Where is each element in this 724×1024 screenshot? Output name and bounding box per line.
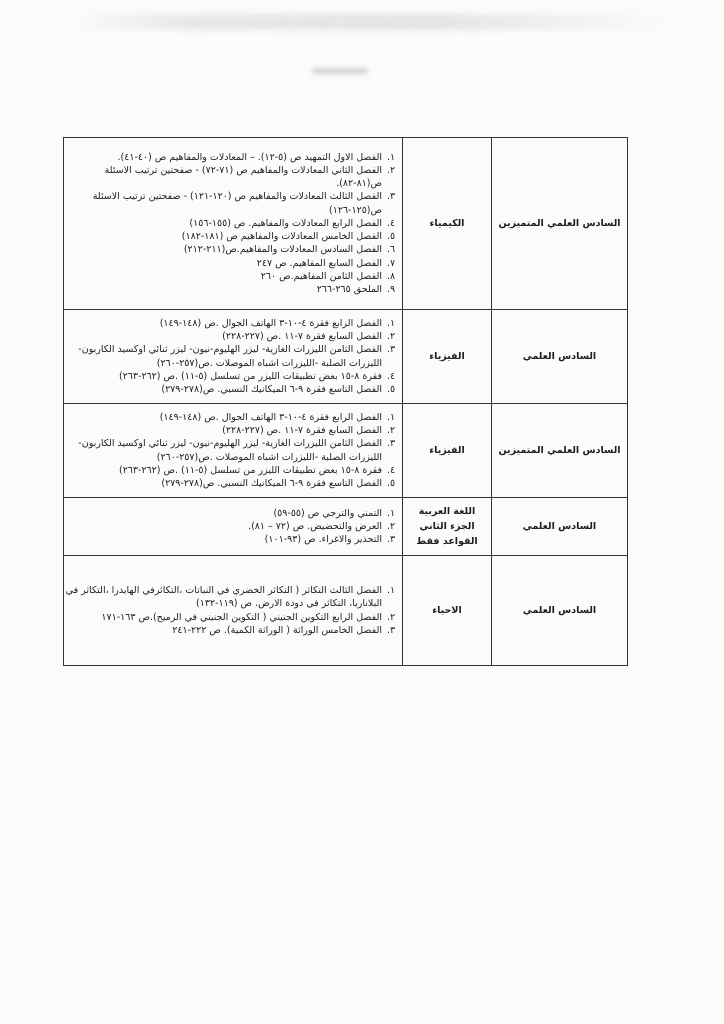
list-item: 4. فقرة ٨-١٥ بعض تطبيقات الليزر من تسلسل (٥-١١) .ص (٢٦٢-٢٦٣) [64, 370, 384, 383]
subject-cell: الاحياء [403, 556, 492, 666]
list-item: 1. الفصل الاول التمهيد ص (٥-١٢). – المعادلات والمفاهيم ص (٤٠-٤١). [64, 151, 384, 164]
table-row [64, 498, 628, 556]
chapters-list [64, 151, 402, 296]
chapters-list [64, 317, 402, 396]
table-row [64, 404, 628, 498]
chapters-cell [64, 556, 403, 666]
chapters-list [64, 507, 402, 547]
list-item: 1. التمني والترجي ص (٥٥-٥٩) [64, 507, 384, 520]
list-item: 3. التحذير والاغراء. ص (٩٣-١٠١) [64, 533, 384, 546]
list-item: 9. الملحق ٢٦٥-٢٦٦ [64, 283, 384, 296]
list-item: 2. الفصل السابع فقرة ٧-١١ .ص (٢٢٧-٢٢٨) [64, 330, 384, 343]
stage-cell: السادس العلمي [492, 556, 628, 666]
list-item: 2. الفصل الثاني المعادلات والمفاهيم ص (٧١-٧٢) - صفحتين ترتيب الاسئلة ص(٨١-٨٢). [64, 164, 384, 190]
list-item: 2. الفصل الرابع التكوين الجنيني ( التكوين الجنيني في الرميح).ص ١٦٣-١٧١ [64, 611, 384, 624]
list-item: 1. الفصل الرابع فقرة ٤-١٠-٣ الهاتف الجوال .ص (١٤٨-١٤٩) [64, 411, 384, 424]
subject-line: القواعد فقط [416, 536, 478, 547]
chapters-cell [64, 310, 403, 404]
list-item: 3. الفصل الخامس الوراثة ( الوراثة الكمية). ص ٢٢٢-٢٤١ [64, 624, 384, 637]
table-row [64, 310, 628, 404]
list-item: 1. الفصل الرابع فقرة ٤-١٠-٣ الهاتف الجوال .ص (١٤٨-١٤٩) [64, 317, 384, 330]
stage-cell: السادس العلمي المتميزين [492, 138, 628, 310]
list-item: 5. الفصل التاسع فقرة ٩-٦ الميكانيك النسبي. ص(٢٧٨-٢٧٩) [64, 383, 384, 396]
stage-cell: السادس العلمي المتميزين [492, 404, 628, 498]
chapters-cell [64, 138, 403, 310]
list-item: 4. فقرة ٨-١٥ بعض تطبيقات الليزر من تسلسل (٥-١١) .ص (٢٦٢-٢٦٣) [64, 464, 384, 477]
table-row [64, 138, 628, 310]
syllabus-table [63, 137, 628, 666]
list-item: 5. الفصل التاسع فقرة ٩-٦ الميكانيك النسبي. ص(٢٧٨-٢٧٩) [64, 477, 384, 490]
subject-cell: الكيمياء [403, 138, 492, 310]
subject-cell: الفيزياء [403, 310, 492, 404]
subject-line: اللغة العربية [418, 506, 476, 517]
list-item: 1. الفصل الثالث التكاثر ( التكاثر الخضري في النباتات ،التكاثرفي الهايدرا ،التكاثر في البلاناريا، التكاثر في دودة الارض. ص (١١٩-١٣٢) [64, 584, 384, 610]
chapters-cell [64, 404, 403, 498]
list-item: 6. الفصل السادس المعادلات والمفاهيم.ص(٢١١-٢١٢) [64, 243, 384, 256]
list-item: 4. الفصل الرابع المعادلات والمفاهيم. ص (١٥٥-١٥٦) [64, 217, 384, 230]
list-item: 3. الفصل الثامن الليزرات الغازية- ليزر الهليوم-نيون- ليزر ثنائي اوكسيد الكاربون-الليزرات الصلبة -الليزرات اشباه الموصلات .ص(٢٥٧-٢٦٠) [64, 343, 384, 369]
scan-mark [312, 68, 368, 74]
subject-line: الجزء الثاني [419, 521, 475, 532]
chapters-list [64, 411, 402, 490]
list-item: 2. الفصل السابع فقرة ٧-١١ .ص (٢٢٧-٢٢٨) [64, 424, 384, 437]
list-item: 2. العرض والتحضيض. ص (٧٢ – ٨١). [64, 520, 384, 533]
list-item: 7. الفصل السابع المفاهيم. ص ٢٤٧ [64, 257, 384, 270]
stage-cell: السادس العلمي [492, 498, 628, 556]
list-item: 5. الفصل الخامس المعادلات والمفاهيم ص (١٨١-١٨٢) [64, 230, 384, 243]
table-row [64, 556, 628, 666]
subject-cell: الفيزياء [403, 404, 492, 498]
list-item: 8. الفصل الثامن المفاهيم.ص ٢٦٠ [64, 270, 384, 283]
chapters-cell [64, 498, 403, 556]
subject-cell [403, 498, 492, 556]
list-item: 3. الفصل الثامن الليزرات الغازية- ليزر الهليوم-نيون- ليزر ثنائي اوكسيد الكاربون-الليزرات الصلبة -الليزرات اشباه الموصلات .ص(٢٥٧-٢٦٠) [64, 437, 384, 463]
scan-header-smudge [70, 14, 670, 30]
stage-cell: السادس العلمي [492, 310, 628, 404]
chapters-list [64, 584, 402, 637]
list-item: 3. الفصل الثالث المعادلات والمفاهيم ص (١٢٠-١٢١) - صفحتين ترتيب الاسئلة ص(١٢٥-١٢٦) [64, 190, 384, 216]
